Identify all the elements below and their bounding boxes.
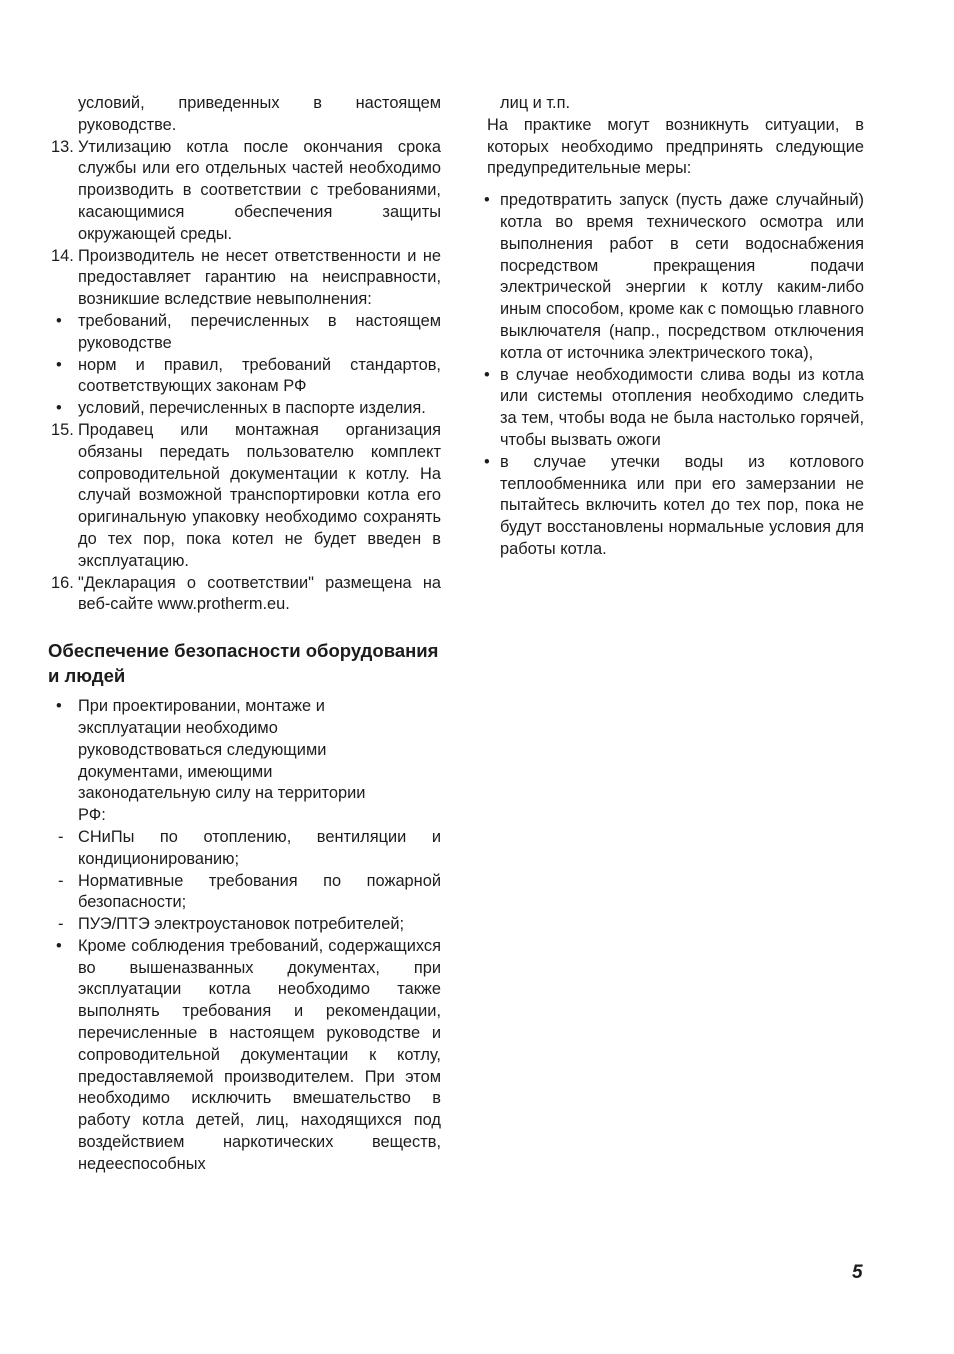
section-heading: Обеспечение безопасности оборудования и людей [48, 640, 439, 687]
bullet-icon: • [56, 936, 62, 955]
bullet-item [48, 936, 441, 1176]
list-item-14 [48, 246, 441, 311]
item-number: 13. [51, 137, 74, 156]
item-text: Производитель не несет ответственности и не предоставляет гарантию на неисправности, возникшие вследствие невыполнения: [78, 246, 441, 309]
bullet-item [48, 696, 441, 827]
right-column [484, 93, 864, 561]
safety-section [48, 696, 441, 1176]
bullet-icon: • [56, 355, 62, 374]
bullet-item [48, 398, 441, 420]
item-text: Продавец или монтажная организация обязаны передать пользователю комплект сопроводительной документации к котлу. На случай возможной транспортировки котла его оригинальную упаковку необходимо сохранять до тех пор, пока котел не будет введен в эксплуатацию. [78, 420, 441, 570]
bullet-item [484, 452, 864, 561]
continued-text: условий, приведенных в настоящем руководстве. [78, 94, 441, 134]
bullet-icon: • [56, 697, 62, 716]
bullet-item [484, 190, 864, 364]
list-item-13 [48, 137, 441, 246]
bullet-icon: • [484, 452, 490, 471]
item-number: 15. [51, 420, 74, 439]
item-number: 16. [51, 573, 74, 592]
bullet-text: требований, перечисленных в настоящем руководстве [78, 311, 441, 352]
dash-text: Нормативные требования по пожарной безопасности; [78, 871, 441, 912]
bullet-text: предотвратить запуск (пусть даже случайный) котла во время технического осмотра или выполнения работ в сети водоснабжения посредством прекращения подачи электрической энергии к котлу каким-либо иным способом, кроме как с помощью главного выключателя (напр., посредством отключения котла от источника электрического тока), [500, 191, 864, 362]
item-text: "Декларация о соответствии" размещена на веб-сайте www.protherm.eu. [78, 573, 441, 614]
dash-text: ПУЭ/ПТЭ электроустановок потребителей; [78, 915, 405, 934]
item-text: Утилизацию котла после окончания срока службы или его отдельных частей необходимо производить в соответствии с требованиями, касающимися обеспечения защиты окружающей среды. [78, 137, 441, 243]
dash-item [48, 914, 441, 936]
bullet-text: При проектировании, монтаже и эксплуатации необходимо руководствоваться следующими документами, имеющими законодательную силу на территории РФ: [78, 697, 366, 825]
bullet-item [48, 311, 441, 355]
bullet-icon: • [484, 191, 490, 210]
list-item-16 [48, 573, 441, 617]
left-column [48, 93, 441, 1176]
bullet-text: норм и правил, требований стандартов, соответствующих законам РФ [78, 355, 441, 396]
spacer [484, 180, 864, 190]
continued-text: лиц и т.п. [500, 94, 571, 112]
dash-icon: - [58, 827, 64, 846]
bullet-text: Кроме соблюдения требований, содержащихся во вышеназванных документах, при эксплуатации котла необходимо также выполнять требования и рекомендации, перечисленные в настоящем руководстве и сопроводительной документации к котлу, предоставляемой производителем. При этом необходимо исключить вмешательство в работу котла детей, лиц, находящихся под воздействием наркотических веществ, недееспособных [78, 936, 441, 1173]
bullet-icon: • [56, 399, 62, 418]
bullet-item [484, 365, 864, 452]
item-number: 14. [51, 246, 74, 265]
dash-icon: - [58, 915, 64, 934]
dash-item [48, 827, 441, 871]
dash-icon: - [58, 871, 64, 890]
bullet-item [48, 355, 441, 399]
intro-paragraph: На практике могут возникнуть ситуации, в которых необходимо предпринять следующие предупредительные меры: [487, 115, 864, 178]
bullet-text: условий, перечисленных в паспорте изделия. [78, 399, 426, 418]
bullet-text: в случае утечки воды из котлового теплообменника или при его замерзании не пытайтесь включить котел до тех пор, пока не будут восстановлены нормальные условия для работы котла. [500, 452, 864, 558]
bullet-text: в случае необходимости слива воды из котла или системы отопления необходимо следить за тем, чтобы вода не была настолько горячей, чтобы вызвать ожоги [500, 365, 864, 449]
bullet-icon: • [484, 365, 490, 384]
list-item-15 [48, 420, 441, 573]
page-number: 5 [852, 1262, 863, 1283]
dash-text: СНиПы по отоплению, вентиляции и кондиционированию; [78, 827, 441, 868]
bullet-icon: • [56, 311, 62, 330]
dash-item [48, 871, 441, 915]
